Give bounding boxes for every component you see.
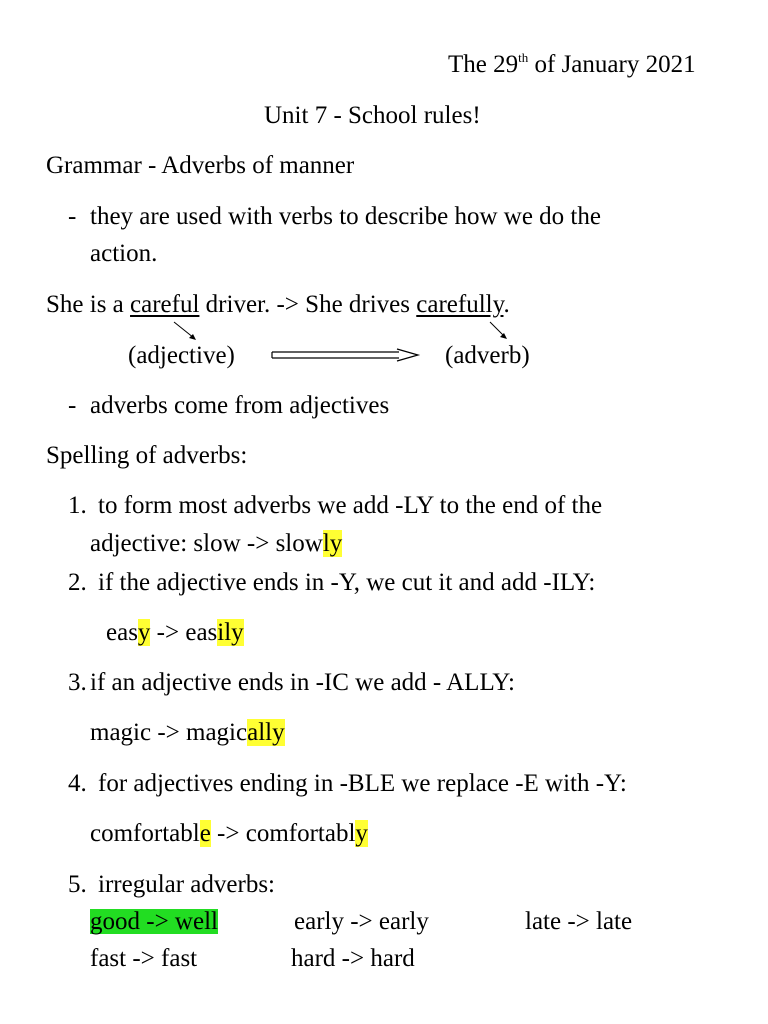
- bullet2-text: adverbs come from adjectives: [90, 392, 390, 419]
- rule1-line2: [90, 531, 342, 556]
- rule4-line1: for adjectives ending in -BLE we replace -E with -Y:: [98, 770, 627, 797]
- bullet1-line2: action.: [90, 240, 158, 267]
- rule1-number: 1.: [68, 492, 87, 519]
- double-arrow: [272, 348, 422, 364]
- rule4-highlight-b: y: [355, 820, 368, 847]
- date-suffix: of January 2021: [528, 51, 696, 78]
- rule4-example: [90, 821, 368, 846]
- rule3-example: [90, 720, 285, 745]
- irregular-pair-good: good -> well: [90, 908, 218, 935]
- irregular-pair-early: early -> early: [294, 908, 429, 935]
- irregular-pair-late: late -> late: [525, 908, 633, 935]
- rule2-example-a: eas: [106, 619, 138, 646]
- rule2-number: 2.: [68, 569, 87, 596]
- example-adverb: carefully: [416, 291, 504, 318]
- rule2-example: [106, 620, 244, 645]
- rule2-example-mid: -> eas: [150, 619, 218, 646]
- rule3-number: 3.: [68, 669, 87, 696]
- example-part3: .: [503, 291, 510, 318]
- rule4-example-mid: -> comfortabl: [210, 820, 356, 847]
- adjective-label: (adjective): [128, 342, 235, 369]
- bullet1-line1: they are used with verbs to describe how we do the: [90, 203, 601, 230]
- rule5-number: 5.: [68, 871, 87, 898]
- irregular-pair-fast: fast -> fast: [90, 945, 198, 972]
- rule3-example-pre: magic -> magic: [90, 719, 248, 746]
- rule2-highlight-a: y: [137, 619, 151, 646]
- spelling-heading: Spelling of adverbs:: [46, 442, 248, 469]
- bullet2-dash: -: [68, 392, 77, 419]
- rule1-example: adjective: slow -> slow: [90, 530, 323, 557]
- rule4-number: 4.: [68, 770, 87, 797]
- rule2-line1: if the adjective ends in -Y, we cut it and add -ILY:: [98, 569, 596, 596]
- page-title: Unit 7 - School rules!: [264, 102, 481, 129]
- date-sup: th: [518, 50, 529, 65]
- irregular-pair-hard: hard -> hard: [291, 945, 415, 972]
- rule5-line1: irregular adverbs:: [98, 871, 276, 898]
- rule4-example-a: comfortabl: [90, 820, 200, 847]
- adverb-label: (adverb): [445, 342, 530, 369]
- bullet1-dash: -: [68, 203, 77, 230]
- example-adjective: careful: [130, 291, 200, 318]
- rule3-highlight: ally: [247, 719, 285, 746]
- example-part1: She is a: [46, 291, 131, 318]
- rule4-highlight-a: e: [199, 820, 211, 847]
- rule3-line1: if an adjective ends in -IC we add - ALLY:: [90, 669, 515, 696]
- grammar-heading: Grammar - Adverbs of manner: [46, 152, 355, 179]
- example-part2: driver. -> She drives: [199, 291, 417, 318]
- rule1-highlight: ly: [322, 530, 343, 557]
- rule2-highlight-b: ily: [217, 619, 244, 646]
- example-sentence: [46, 292, 510, 317]
- date-line: [448, 52, 696, 77]
- date-prefix: The 29: [448, 51, 519, 78]
- rule1-line1: to form most adverbs we add -LY to the end of the: [98, 492, 603, 519]
